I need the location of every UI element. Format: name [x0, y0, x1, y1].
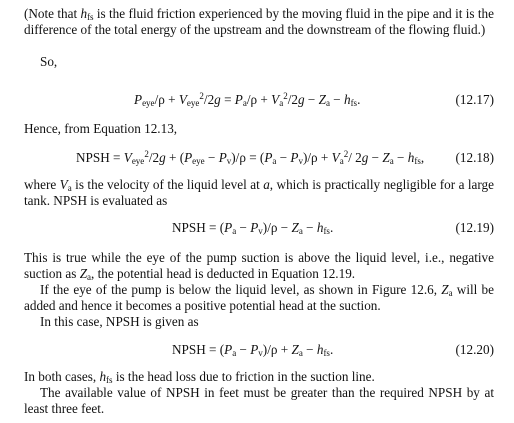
text-where-b: is the velocity of the liquid level at: [71, 177, 264, 192]
equation-12-20-body: NPSH = $(P_a - P_v)/\rho + Z_a - h_{fs}$.: [172, 342, 334, 358]
equation-12-19-body: NPSH = $(P_a - P_v)/\rho - Z_a - h_{fs}$.: [172, 220, 334, 236]
paragraph-where: where $V_a$ is the velocity of the liquid level at a, which is practically negligible for a large tank. NPSH is evaluated as: [24, 177, 495, 208]
text-where-a: where: [24, 177, 60, 192]
paragraph-available: [24, 385, 494, 417]
equation-12-19: [24, 220, 494, 236]
text-if-a: If the eye of the pump is below the liquid level, as shown in Figure 12.6,: [40, 282, 442, 297]
text-both-b: is the head loss due to friction in the suction line.: [112, 369, 375, 384]
text-note-end: is the fluid friction experienced by the moving fluid in the pipe and it is the difference of the total energy of the upstream and the downstream of the flowing fluid.): [24, 6, 494, 37]
equation-12-17-number: (12.17): [455, 92, 494, 107]
paragraph-in-this-case: [24, 314, 494, 330]
text-hence: Hence, from Equation 12.13,: [24, 121, 178, 136]
text-both-a: In both cases,: [24, 369, 100, 384]
text-in-this-case: In this case, NPSH is given as: [40, 314, 199, 329]
paragraph-if: If the eye of the pump is below the liquid level, as shown in Figure 12.6, $Z_a$ will be added and hence it becomes a positive potential head at the suction.: [24, 282, 494, 313]
equation-12-18-number: (12.18): [455, 150, 494, 165]
equation-12-19-number: (12.19): [455, 220, 494, 235]
text-true-a: This is true while the eye of the pump suction is above the liquid level, i.e., negative suction as: [24, 250, 494, 281]
paragraph-so: [24, 54, 494, 70]
paragraph-note: (Note that $h_{fs}$ is the fluid friction experienced by the moving fluid in the pipe and it is the difference of the total energy of the upstream and the downstream of the flowing fluid.): [24, 6, 494, 37]
equation-12-20-number: (12.20): [455, 342, 494, 357]
equation-12-18-body: NPSH = $V_{eye}^2/2g + (P_{eye} - P_v)/\rho = (P_a - P_v)/\rho + V_a^2/$ $2g - Z_a - h_{fs}$,: [76, 149, 425, 166]
equation-12-20: [24, 342, 494, 358]
paragraph-hence: [24, 121, 494, 137]
text-available: The available value of NPSH in feet must be greater than the required NPSH by at least three feet.: [24, 385, 494, 416]
equation-12-18: [24, 150, 494, 166]
text-true-b: , the potential head is deducted in Equation 12.19.: [91, 266, 356, 281]
paragraph-true: This is true while the eye of the pump suction is above the liquid level, i.e., negative suction as $Z_a$, the potential head is deducted in Equation 12.19.: [24, 250, 494, 282]
paragraph-both-cases: In both cases, $h_{fs}$ is the head loss due to friction in the suction line.: [24, 369, 375, 385]
text-so: So,: [40, 54, 58, 69]
equation-12-17: [24, 92, 494, 108]
text-if-b: will be added and hence it becomes a positive potential head at the suction.: [24, 282, 494, 313]
text-where-c: , which is practically negligible for a large tank. NPSH is evaluated as: [24, 177, 495, 208]
equation-12-17-body: $P_{eye}/\rho + V_{eye}^2/2g = P_a/\rho + V_a^2/2g - Z_a - h_{fs}$.: [134, 91, 361, 108]
text-note-start: (Note that: [24, 6, 81, 21]
